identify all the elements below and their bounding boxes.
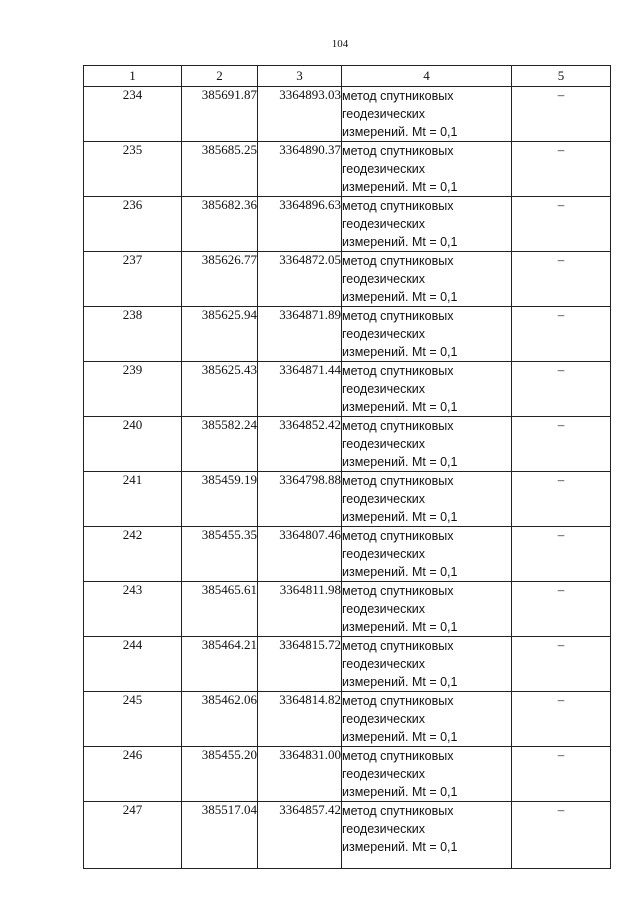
table-row (84, 802, 611, 869)
method-line-1: метод спутниковых (342, 474, 454, 488)
method-line-2: геодезических (342, 327, 426, 341)
method-line-1: метод спутниковых (342, 254, 454, 268)
note-value: – (512, 417, 611, 472)
method-line-2: геодезических (342, 712, 426, 726)
method-line-3: измерений. Mt = 0,1 (342, 785, 458, 799)
method-line-3: измерений. Mt = 0,1 (342, 290, 458, 304)
table-row (84, 197, 611, 252)
point-number: 235 (84, 142, 182, 197)
method-description (342, 87, 512, 142)
y-coordinate: 3364872.05 (258, 252, 342, 307)
column-header-3: 3 (258, 66, 342, 87)
method-line-3: измерений. Mt = 0,1 (342, 730, 458, 744)
x-coordinate: 385465.61 (182, 582, 258, 637)
method-line-2: геодезических (342, 822, 426, 836)
point-number: 236 (84, 197, 182, 252)
table-row (84, 142, 611, 197)
method-description (342, 417, 512, 472)
column-header-4: 4 (342, 66, 512, 87)
method-line-1: метод спутниковых (342, 199, 454, 213)
method-line-2: геодезических (342, 547, 426, 561)
method-line-3: измерений. Mt = 0,1 (342, 400, 458, 414)
point-number: 234 (84, 87, 182, 142)
method-line-2: геодезических (342, 657, 426, 671)
x-coordinate: 385464.21 (182, 637, 258, 692)
method-description (342, 802, 512, 869)
method-line-3: измерений. Mt = 0,1 (342, 180, 458, 194)
note-value: – (512, 692, 611, 747)
table-row (84, 417, 611, 472)
method-description (342, 527, 512, 582)
method-line-2: геодезических (342, 767, 426, 781)
column-header-5: 5 (512, 66, 611, 87)
point-number: 245 (84, 692, 182, 747)
x-coordinate: 385625.94 (182, 307, 258, 362)
coordinates-table (83, 65, 611, 869)
note-value: – (512, 252, 611, 307)
y-coordinate: 3364811.98 (258, 582, 342, 637)
note-value: – (512, 142, 611, 197)
y-coordinate: 3364798.88 (258, 472, 342, 527)
note-value: – (512, 582, 611, 637)
method-line-3: измерений. Mt = 0,1 (342, 125, 458, 139)
point-number: 238 (84, 307, 182, 362)
page-number: 104 (331, 38, 349, 50)
y-coordinate: 3364896.63 (258, 197, 342, 252)
table-row (84, 637, 611, 692)
note-value: – (512, 747, 611, 802)
method-line-3: измерений. Mt = 0,1 (342, 455, 458, 469)
column-header-1: 1 (84, 66, 182, 87)
y-coordinate: 3364852.42 (258, 417, 342, 472)
x-coordinate: 385685.25 (182, 142, 258, 197)
table-header-row (84, 66, 611, 87)
method-line-2: геодезических (342, 602, 426, 616)
table-row (84, 87, 611, 142)
method-line-3: измерений. Mt = 0,1 (342, 565, 458, 579)
table-row (84, 747, 611, 802)
method-line-1: метод спутниковых (342, 89, 454, 103)
method-description (342, 637, 512, 692)
method-line-2: геодезических (342, 272, 426, 286)
note-value: – (512, 472, 611, 527)
x-coordinate: 385462.06 (182, 692, 258, 747)
table-row (84, 582, 611, 637)
table-row (84, 692, 611, 747)
note-value: – (512, 362, 611, 417)
x-coordinate: 385582.24 (182, 417, 258, 472)
point-number: 241 (84, 472, 182, 527)
y-coordinate: 3364815.72 (258, 637, 342, 692)
point-number: 246 (84, 747, 182, 802)
method-line-1: метод спутниковых (342, 584, 454, 598)
note-value: – (512, 802, 611, 869)
method-line-1: метод спутниковых (342, 804, 454, 818)
method-description (342, 307, 512, 362)
method-description (342, 197, 512, 252)
note-value: – (512, 307, 611, 362)
point-number: 244 (84, 637, 182, 692)
x-coordinate: 385626.77 (182, 252, 258, 307)
note-value: – (512, 197, 611, 252)
y-coordinate: 3364857.42 (258, 802, 342, 869)
note-value: – (512, 87, 611, 142)
method-line-1: метод спутниковых (342, 529, 454, 543)
method-line-3: измерений. Mt = 0,1 (342, 620, 458, 634)
method-line-3: измерений. Mt = 0,1 (342, 510, 458, 524)
method-description (342, 472, 512, 527)
x-coordinate: 385691.87 (182, 87, 258, 142)
method-description (342, 142, 512, 197)
method-description (342, 747, 512, 802)
y-coordinate: 3364807.46 (258, 527, 342, 582)
method-description (342, 362, 512, 417)
method-line-2: геодезических (342, 382, 426, 396)
method-line-3: измерений. Mt = 0,1 (342, 840, 458, 854)
x-coordinate: 385455.35 (182, 527, 258, 582)
method-line-1: метод спутниковых (342, 749, 454, 763)
method-line-1: метод спутниковых (342, 639, 454, 653)
point-number: 237 (84, 252, 182, 307)
method-description (342, 692, 512, 747)
table-row (84, 472, 611, 527)
table-row (84, 527, 611, 582)
method-line-3: измерений. Mt = 0,1 (342, 345, 458, 359)
method-line-2: геодезических (342, 162, 426, 176)
method-description (342, 582, 512, 637)
method-line-2: геодезических (342, 217, 426, 231)
y-coordinate: 3364893.03 (258, 87, 342, 142)
y-coordinate: 3364831.00 (258, 747, 342, 802)
y-coordinate: 3364871.44 (258, 362, 342, 417)
x-coordinate: 385455.20 (182, 747, 258, 802)
method-line-1: метод спутниковых (342, 309, 454, 323)
table-row (84, 362, 611, 417)
method-description (342, 252, 512, 307)
y-coordinate: 3364814.82 (258, 692, 342, 747)
point-number: 242 (84, 527, 182, 582)
y-coordinate: 3364871.89 (258, 307, 342, 362)
method-line-3: измерений. Mt = 0,1 (342, 235, 458, 249)
note-value: – (512, 527, 611, 582)
method-line-2: геодезических (342, 437, 426, 451)
x-coordinate: 385682.36 (182, 197, 258, 252)
table-row (84, 307, 611, 362)
method-line-1: метод спутниковых (342, 694, 454, 708)
note-value: – (512, 637, 611, 692)
point-number: 243 (84, 582, 182, 637)
point-number: 247 (84, 802, 182, 869)
point-number: 239 (84, 362, 182, 417)
method-line-1: метод спутниковых (342, 364, 454, 378)
x-coordinate: 385459.19 (182, 472, 258, 527)
method-line-2: геодезических (342, 492, 426, 506)
method-line-1: метод спутниковых (342, 144, 454, 158)
x-coordinate: 385625.43 (182, 362, 258, 417)
point-number: 240 (84, 417, 182, 472)
table-row (84, 252, 611, 307)
method-line-1: метод спутниковых (342, 419, 454, 433)
x-coordinate: 385517.04 (182, 802, 258, 869)
method-line-2: геодезических (342, 107, 426, 121)
y-coordinate: 3364890.37 (258, 142, 342, 197)
column-header-2: 2 (182, 66, 258, 87)
method-line-3: измерений. Mt = 0,1 (342, 675, 458, 689)
